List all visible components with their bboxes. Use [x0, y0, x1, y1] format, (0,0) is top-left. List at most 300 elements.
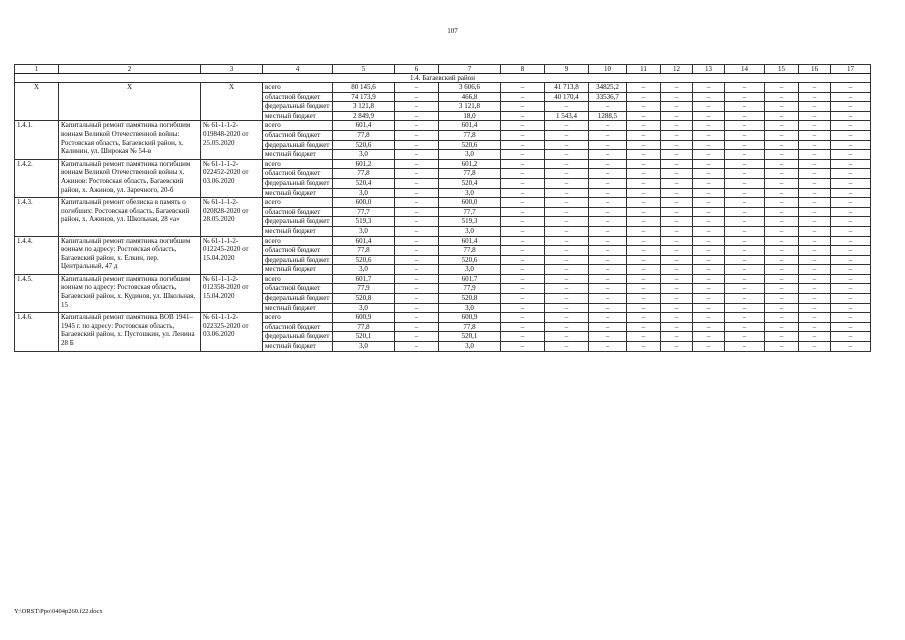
- value-v17: –: [831, 83, 871, 93]
- value-v8: –: [501, 140, 545, 150]
- value-v9: –: [545, 313, 589, 323]
- value-v15: –: [765, 303, 799, 313]
- value-v8: –: [501, 284, 545, 294]
- value-v16: –: [799, 83, 831, 93]
- value-v11: –: [627, 226, 661, 236]
- value-v13: –: [693, 342, 725, 352]
- funding-source: всего: [263, 198, 333, 208]
- page-number: 107: [447, 27, 458, 35]
- value-v10: 33536,7: [589, 92, 627, 102]
- value-v14: –: [725, 121, 765, 131]
- value-v8: –: [501, 150, 545, 160]
- section-title-row: [15, 74, 871, 83]
- value-v8: –: [501, 121, 545, 131]
- value-v5: 77,8: [333, 169, 395, 179]
- funding-source: всего: [263, 313, 333, 323]
- value-v12: –: [661, 83, 693, 93]
- value-v7: 18,0: [439, 111, 501, 121]
- funding-source: местный бюджет: [263, 342, 333, 352]
- value-v6: –: [395, 83, 439, 93]
- item-name: Капитальный ремонт памятника погибшим воинам Великой Отечественной войны х. Ажинов: Ростовская область, Багаевский район, х. Ажинов, ул. Заречного, 20-б: [59, 159, 201, 197]
- value-v7: 466,8: [439, 92, 501, 102]
- value-v9: –: [545, 207, 589, 217]
- value-v6: –: [395, 111, 439, 121]
- value-v17: –: [831, 159, 871, 169]
- value-v11: –: [627, 313, 661, 323]
- value-v6: –: [395, 246, 439, 256]
- value-v13: –: [693, 284, 725, 294]
- value-v10: –: [589, 121, 627, 131]
- value-v12: –: [661, 207, 693, 217]
- value-v12: –: [661, 130, 693, 140]
- value-v7: 3,0: [439, 342, 501, 352]
- value-v7: 520,8: [439, 294, 501, 304]
- value-v12: –: [661, 140, 693, 150]
- value-v14: –: [725, 217, 765, 227]
- value-v12: –: [661, 217, 693, 227]
- item-row: [15, 121, 871, 131]
- item-number: 1.4.5.: [15, 274, 59, 312]
- value-v8: –: [501, 102, 545, 112]
- value-v11: –: [627, 111, 661, 121]
- value-v14: –: [725, 236, 765, 246]
- value-v6: –: [395, 92, 439, 102]
- summary-col3: Х: [201, 83, 263, 121]
- value-v11: –: [627, 342, 661, 352]
- footer-path: Y:\ORST\Ppo\0404p260.f22.docx: [14, 608, 103, 615]
- value-v13: –: [693, 332, 725, 342]
- value-v8: –: [501, 236, 545, 246]
- value-v10: –: [589, 255, 627, 265]
- value-v12: –: [661, 274, 693, 284]
- value-v6: –: [395, 313, 439, 323]
- value-v14: –: [725, 255, 765, 265]
- value-v11: –: [627, 159, 661, 169]
- value-v5: 601,2: [333, 159, 395, 169]
- value-v12: –: [661, 303, 693, 313]
- value-v16: –: [799, 226, 831, 236]
- value-v6: –: [395, 303, 439, 313]
- value-v14: –: [725, 178, 765, 188]
- value-v11: –: [627, 255, 661, 265]
- value-v11: –: [627, 274, 661, 284]
- value-v5: 3 121,8: [333, 102, 395, 112]
- value-v16: –: [799, 332, 831, 342]
- value-v16: –: [799, 140, 831, 150]
- value-v16: –: [799, 303, 831, 313]
- summary-col1: Х: [15, 83, 59, 121]
- item-document: № 61-1-1-2-012358-2020 от 15.04.2020: [201, 274, 263, 312]
- value-v15: –: [765, 207, 799, 217]
- value-v6: –: [395, 198, 439, 208]
- funding-source: всего: [263, 159, 333, 169]
- value-v16: –: [799, 169, 831, 179]
- value-v13: –: [693, 294, 725, 304]
- value-v5: 77,7: [333, 207, 395, 217]
- funding-source: федеральный бюджет: [263, 178, 333, 188]
- value-v17: –: [831, 188, 871, 198]
- item-number: 1.4.4.: [15, 236, 59, 274]
- value-v10: –: [589, 274, 627, 284]
- value-v9: 41 713,8: [545, 83, 589, 93]
- value-v5: 3,0: [333, 342, 395, 352]
- value-v8: –: [501, 159, 545, 169]
- value-v6: –: [395, 284, 439, 294]
- value-v7: 3 606,6: [439, 83, 501, 93]
- value-v17: –: [831, 313, 871, 323]
- value-v16: –: [799, 284, 831, 294]
- value-v13: –: [693, 236, 725, 246]
- value-v13: –: [693, 83, 725, 93]
- value-v11: –: [627, 303, 661, 313]
- value-v5: 520,4: [333, 178, 395, 188]
- value-v13: –: [693, 121, 725, 131]
- funding-source: всего: [263, 83, 333, 93]
- value-v12: –: [661, 265, 693, 275]
- value-v9: –: [545, 226, 589, 236]
- funding-source: федеральный бюджет: [263, 217, 333, 227]
- value-v17: –: [831, 130, 871, 140]
- value-v14: –: [725, 140, 765, 150]
- value-v14: –: [725, 169, 765, 179]
- value-v10: –: [589, 332, 627, 342]
- value-v13: –: [693, 130, 725, 140]
- value-v10: –: [589, 246, 627, 256]
- value-v14: –: [725, 159, 765, 169]
- value-v5: 3,0: [333, 303, 395, 313]
- value-v7: 520,6: [439, 140, 501, 150]
- funding-source: областной бюджет: [263, 246, 333, 256]
- value-v15: –: [765, 140, 799, 150]
- value-v15: –: [765, 322, 799, 332]
- value-v6: –: [395, 332, 439, 342]
- value-v16: –: [799, 246, 831, 256]
- value-v16: –: [799, 130, 831, 140]
- value-v13: –: [693, 150, 725, 160]
- column-header: 7: [439, 65, 501, 74]
- value-v7: 519,3: [439, 217, 501, 227]
- value-v11: –: [627, 246, 661, 256]
- value-v15: –: [765, 169, 799, 179]
- value-v17: –: [831, 294, 871, 304]
- value-v8: –: [501, 92, 545, 102]
- value-v6: –: [395, 274, 439, 284]
- funding-source: областной бюджет: [263, 130, 333, 140]
- value-v12: –: [661, 169, 693, 179]
- value-v14: –: [725, 303, 765, 313]
- value-v16: –: [799, 236, 831, 246]
- value-v17: –: [831, 255, 871, 265]
- value-v15: –: [765, 121, 799, 131]
- value-v13: –: [693, 265, 725, 275]
- funding-source: федеральный бюджет: [263, 140, 333, 150]
- value-v13: –: [693, 92, 725, 102]
- column-header: 14: [725, 65, 765, 74]
- value-v15: –: [765, 178, 799, 188]
- value-v8: –: [501, 217, 545, 227]
- value-v10: –: [589, 236, 627, 246]
- value-v13: –: [693, 255, 725, 265]
- item-row: [15, 198, 871, 208]
- value-v10: –: [589, 313, 627, 323]
- value-v9: –: [545, 294, 589, 304]
- item-row: [15, 313, 871, 323]
- value-v5: 520,8: [333, 294, 395, 304]
- value-v14: –: [725, 207, 765, 217]
- item-name: Капитальный ремонт памятника погибшим воинам по адресу: Ростовская область, Багаевский район, х. Кудинов, ул. Школьная, 15: [59, 274, 201, 312]
- value-v17: –: [831, 169, 871, 179]
- value-v9: 40 170,4: [545, 92, 589, 102]
- funding-source: местный бюджет: [263, 303, 333, 313]
- value-v5: 3,0: [333, 150, 395, 160]
- value-v7: 520,1: [439, 332, 501, 342]
- value-v16: –: [799, 342, 831, 352]
- value-v7: 3,0: [439, 150, 501, 160]
- value-v5: 80 145,6: [333, 83, 395, 93]
- value-v14: –: [725, 322, 765, 332]
- value-v17: –: [831, 274, 871, 284]
- value-v11: –: [627, 284, 661, 294]
- value-v7: 600,0: [439, 198, 501, 208]
- funding-source: местный бюджет: [263, 226, 333, 236]
- value-v5: 3,0: [333, 265, 395, 275]
- value-v17: –: [831, 102, 871, 112]
- value-v10: –: [589, 198, 627, 208]
- value-v11: –: [627, 265, 661, 275]
- value-v13: –: [693, 246, 725, 256]
- value-v6: –: [395, 217, 439, 227]
- value-v14: –: [725, 332, 765, 342]
- item-document: № 61-1-1-2-019848-2020 от 25.05.2020: [201, 121, 263, 159]
- funding-source: всего: [263, 121, 333, 131]
- value-v8: –: [501, 130, 545, 140]
- value-v15: –: [765, 130, 799, 140]
- value-v7: 77,8: [439, 130, 501, 140]
- column-header: 8: [501, 65, 545, 74]
- funding-source: областной бюджет: [263, 169, 333, 179]
- value-v12: –: [661, 342, 693, 352]
- value-v9: –: [545, 121, 589, 131]
- value-v11: –: [627, 217, 661, 227]
- value-v8: –: [501, 246, 545, 256]
- value-v10: –: [589, 322, 627, 332]
- value-v16: –: [799, 178, 831, 188]
- value-v15: –: [765, 102, 799, 112]
- value-v9: –: [545, 217, 589, 227]
- value-v15: –: [765, 92, 799, 102]
- item-name: Капитальный ремонт памятника погибшим воинам по адресу: Ростовская область, Багаевский район, х. Елкин, пер. Центральный, 47 д: [59, 236, 201, 274]
- value-v7: 77,8: [439, 246, 501, 256]
- value-v7: 601,2: [439, 159, 501, 169]
- value-v17: –: [831, 150, 871, 160]
- value-v9: –: [545, 159, 589, 169]
- value-v6: –: [395, 226, 439, 236]
- value-v17: –: [831, 332, 871, 342]
- value-v7: 3,0: [439, 188, 501, 198]
- value-v7: 77,8: [439, 322, 501, 332]
- value-v15: –: [765, 236, 799, 246]
- value-v10: –: [589, 169, 627, 179]
- value-v8: –: [501, 294, 545, 304]
- value-v8: –: [501, 207, 545, 217]
- value-v12: –: [661, 332, 693, 342]
- value-v7: 77,7: [439, 207, 501, 217]
- value-v7: 3,0: [439, 265, 501, 275]
- column-header: 10: [589, 65, 627, 74]
- value-v16: –: [799, 102, 831, 112]
- value-v15: –: [765, 265, 799, 275]
- value-v15: –: [765, 217, 799, 227]
- value-v16: –: [799, 121, 831, 131]
- value-v8: –: [501, 188, 545, 198]
- value-v14: –: [725, 284, 765, 294]
- value-v16: –: [799, 150, 831, 160]
- value-v9: –: [545, 130, 589, 140]
- value-v8: –: [501, 111, 545, 121]
- funding-source: местный бюджет: [263, 188, 333, 198]
- value-v16: –: [799, 111, 831, 121]
- value-v13: –: [693, 226, 725, 236]
- value-v14: –: [725, 274, 765, 284]
- value-v17: –: [831, 207, 871, 217]
- value-v15: –: [765, 150, 799, 160]
- value-v5: 3,0: [333, 226, 395, 236]
- value-v8: –: [501, 178, 545, 188]
- value-v15: –: [765, 246, 799, 256]
- value-v12: –: [661, 121, 693, 131]
- column-header: 2: [59, 65, 201, 74]
- funding-source: всего: [263, 236, 333, 246]
- value-v7: 77,8: [439, 169, 501, 179]
- value-v15: –: [765, 332, 799, 342]
- value-v7: 520,4: [439, 178, 501, 188]
- value-v13: –: [693, 274, 725, 284]
- value-v9: –: [545, 322, 589, 332]
- value-v5: 601,4: [333, 236, 395, 246]
- column-header: 9: [545, 65, 589, 74]
- value-v11: –: [627, 130, 661, 140]
- value-v12: –: [661, 246, 693, 256]
- value-v9: –: [545, 284, 589, 294]
- value-v9: –: [545, 255, 589, 265]
- value-v12: –: [661, 294, 693, 304]
- value-v12: –: [661, 92, 693, 102]
- item-row: [15, 159, 871, 169]
- value-v10: –: [589, 178, 627, 188]
- value-v17: –: [831, 246, 871, 256]
- value-v6: –: [395, 294, 439, 304]
- summary-row: [15, 83, 871, 93]
- funding-source: местный бюджет: [263, 111, 333, 121]
- value-v7: 3,0: [439, 303, 501, 313]
- value-v17: –: [831, 140, 871, 150]
- value-v15: –: [765, 294, 799, 304]
- value-v9: –: [545, 332, 589, 342]
- value-v13: –: [693, 217, 725, 227]
- value-v8: –: [501, 274, 545, 284]
- value-v9: –: [545, 246, 589, 256]
- value-v11: –: [627, 198, 661, 208]
- value-v16: –: [799, 265, 831, 275]
- value-v12: –: [661, 226, 693, 236]
- value-v10: –: [589, 226, 627, 236]
- value-v8: –: [501, 226, 545, 236]
- value-v14: –: [725, 246, 765, 256]
- value-v14: –: [725, 111, 765, 121]
- item-number: 1.4.3.: [15, 198, 59, 236]
- value-v16: –: [799, 198, 831, 208]
- funding-source: областной бюджет: [263, 92, 333, 102]
- value-v11: –: [627, 207, 661, 217]
- value-v12: –: [661, 322, 693, 332]
- funding-source: областной бюджет: [263, 207, 333, 217]
- value-v5: 77,8: [333, 322, 395, 332]
- value-v11: –: [627, 322, 661, 332]
- value-v16: –: [799, 207, 831, 217]
- value-v9: –: [545, 274, 589, 284]
- value-v10: –: [589, 294, 627, 304]
- value-v10: –: [589, 140, 627, 150]
- funding-source: всего: [263, 274, 333, 284]
- funding-source: федеральный бюджет: [263, 332, 333, 342]
- value-v13: –: [693, 188, 725, 198]
- item-document: № 61-1-1-2-020828-2020 от 28.05.2020: [201, 198, 263, 236]
- value-v11: –: [627, 121, 661, 131]
- column-header: 5: [333, 65, 395, 74]
- value-v11: –: [627, 83, 661, 93]
- value-v12: –: [661, 111, 693, 121]
- value-v8: –: [501, 83, 545, 93]
- value-v17: –: [831, 284, 871, 294]
- value-v7: 3,0: [439, 226, 501, 236]
- value-v5: 600,0: [333, 198, 395, 208]
- value-v14: –: [725, 265, 765, 275]
- value-v14: –: [725, 226, 765, 236]
- value-v5: 2 849,9: [333, 111, 395, 121]
- item-number: 1.4.2.: [15, 159, 59, 197]
- value-v5: 77,8: [333, 246, 395, 256]
- value-v14: –: [725, 102, 765, 112]
- value-v5: 77,9: [333, 284, 395, 294]
- column-header: 16: [799, 65, 831, 74]
- value-v13: –: [693, 207, 725, 217]
- item-document: № 61-1-1-2-022325-2020 от 03.06.2020: [201, 313, 263, 351]
- value-v17: –: [831, 121, 871, 131]
- value-v9: –: [545, 150, 589, 160]
- value-v12: –: [661, 159, 693, 169]
- funding-source: федеральный бюджет: [263, 255, 333, 265]
- column-header: 1: [15, 65, 59, 74]
- value-v9: –: [545, 303, 589, 313]
- value-v16: –: [799, 217, 831, 227]
- value-v17: –: [831, 236, 871, 246]
- value-v11: –: [627, 188, 661, 198]
- value-v11: –: [627, 102, 661, 112]
- value-v6: –: [395, 169, 439, 179]
- value-v6: –: [395, 342, 439, 352]
- value-v17: –: [831, 226, 871, 236]
- value-v15: –: [765, 111, 799, 121]
- value-v14: –: [725, 150, 765, 160]
- value-v9: –: [545, 102, 589, 112]
- value-v12: –: [661, 284, 693, 294]
- value-v9: –: [545, 169, 589, 179]
- value-v15: –: [765, 226, 799, 236]
- value-v10: –: [589, 265, 627, 275]
- value-v6: –: [395, 140, 439, 150]
- value-v9: –: [545, 198, 589, 208]
- value-v17: –: [831, 92, 871, 102]
